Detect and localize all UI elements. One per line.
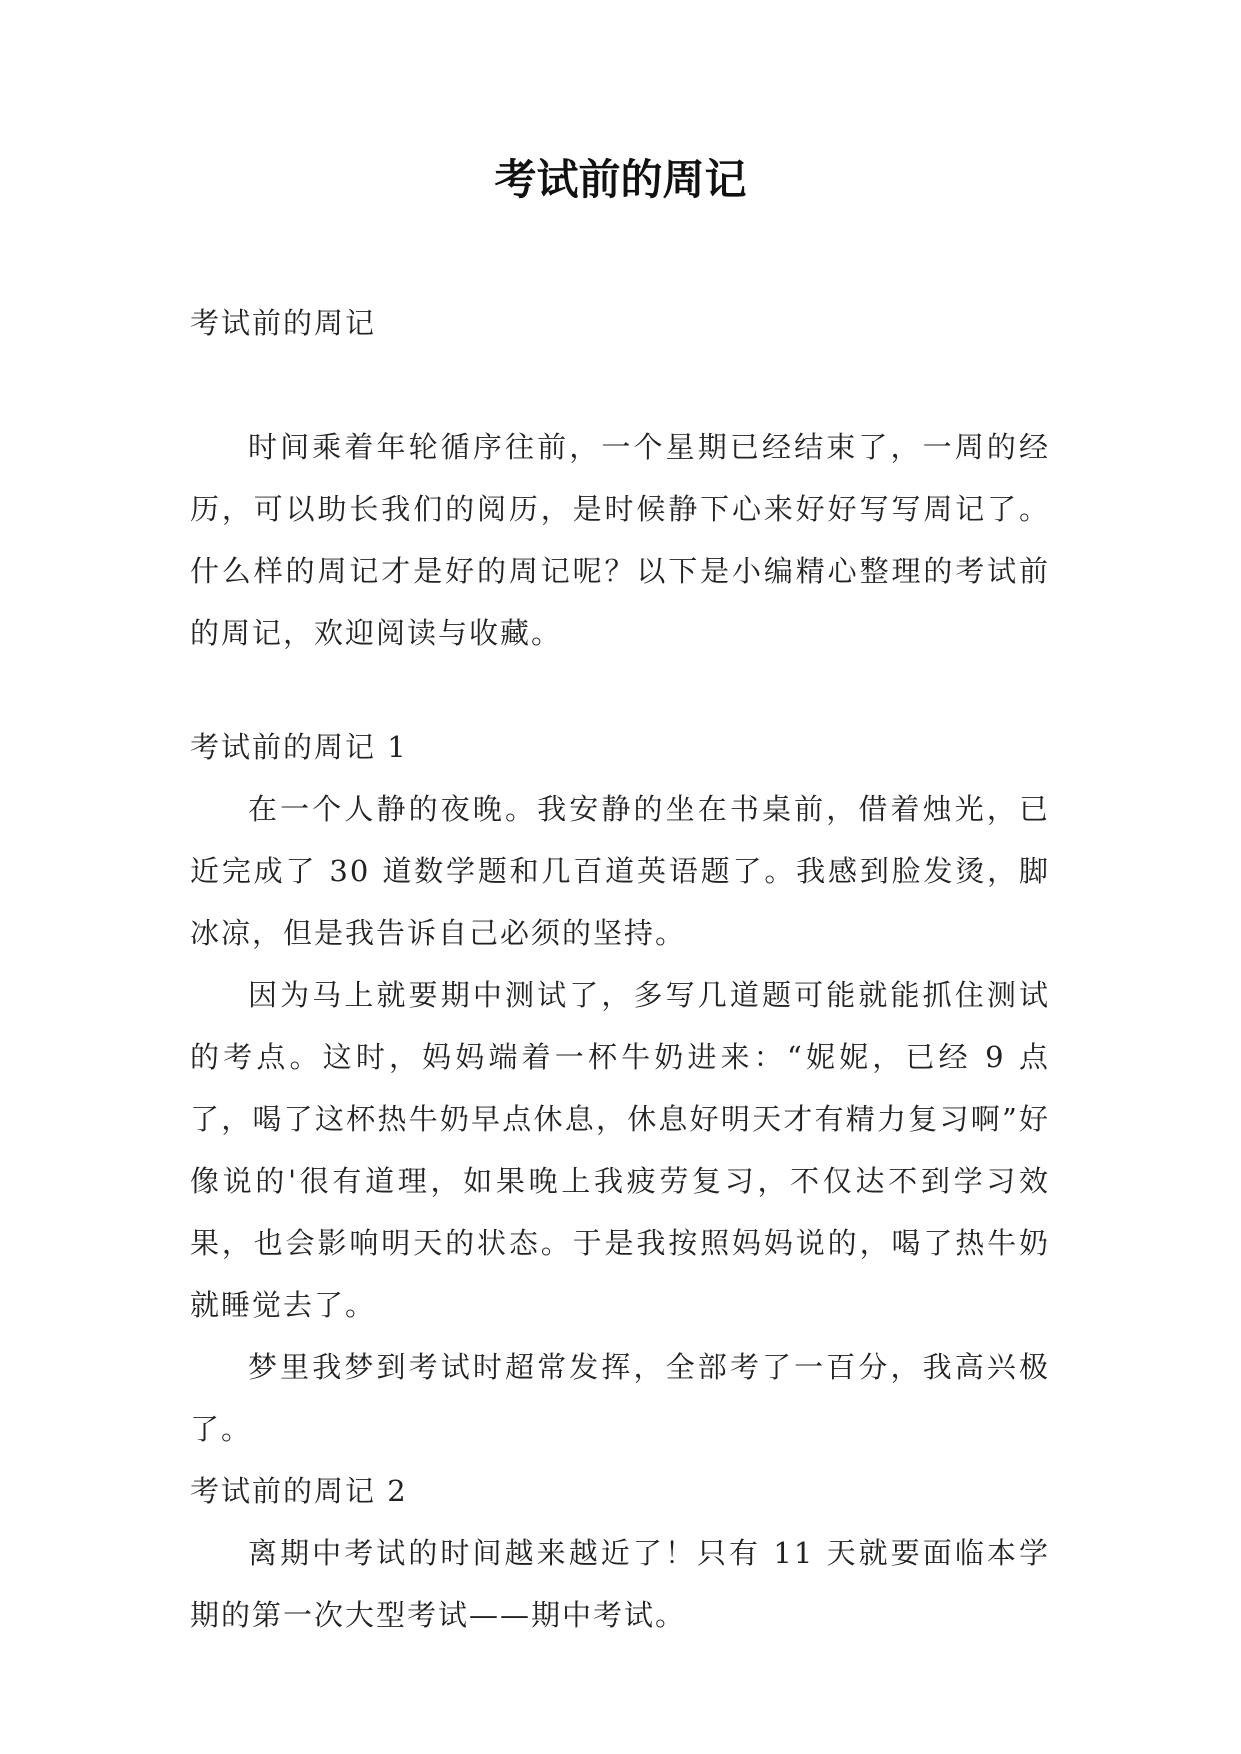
spacer bbox=[190, 354, 1050, 416]
section-1-paragraph-2: 因为马上就要期中测试了，多写几道题可能就能抓住测试的考点。这时，妈妈端着一杯牛奶进来：“妮妮，已经 9 点了，喝了这杯热牛奶早点休息，休息好明天才有精力复习啊”好像说的'很有道理，如果晚上我疲劳复习，不仅达不到学习效果，也会影响明天的状态。于是我按照妈妈说的，喝了热牛奶就睡觉去了。 bbox=[190, 978, 1050, 1322]
section-1-paragraph-3: 梦里我梦到考试时超常发挥，全部考了一百分，我高兴极了。 bbox=[190, 1350, 1050, 1446]
document-title: 考试前的周记 bbox=[494, 155, 747, 204]
section-2-paragraph-1: 离期中考试的时间越来越近了！只有 11 天就要面临本学期的第一次大型考试——期中考试。 bbox=[190, 1536, 1050, 1632]
section-heading-1: 考试前的周记 1 bbox=[190, 730, 408, 764]
document-subtitle: 考试前的周记 bbox=[190, 306, 377, 340]
intro-paragraph: 时间乘着年轮循序往前，一个星期已经结束了，一周的经历，可以助长我们的阅历，是时候静下心来好好写写周记了。什么样的周记才是好的周记呢？以下是小编精心整理的考试前的周记，欢迎阅读与收藏。 bbox=[190, 430, 1050, 650]
section-heading-2: 考试前的周记 2 bbox=[190, 1474, 408, 1508]
spacer bbox=[190, 664, 1050, 716]
section-1-paragraph-1: 在一个人静的夜晚。我安静的坐在书桌前，借着烛光，已近完成了 30 道数学题和几百道英语题了。我感到脸发烫，脚冰凉，但是我告诉自己必须的坚持。 bbox=[190, 792, 1050, 950]
document-body bbox=[190, 292, 1050, 1646]
